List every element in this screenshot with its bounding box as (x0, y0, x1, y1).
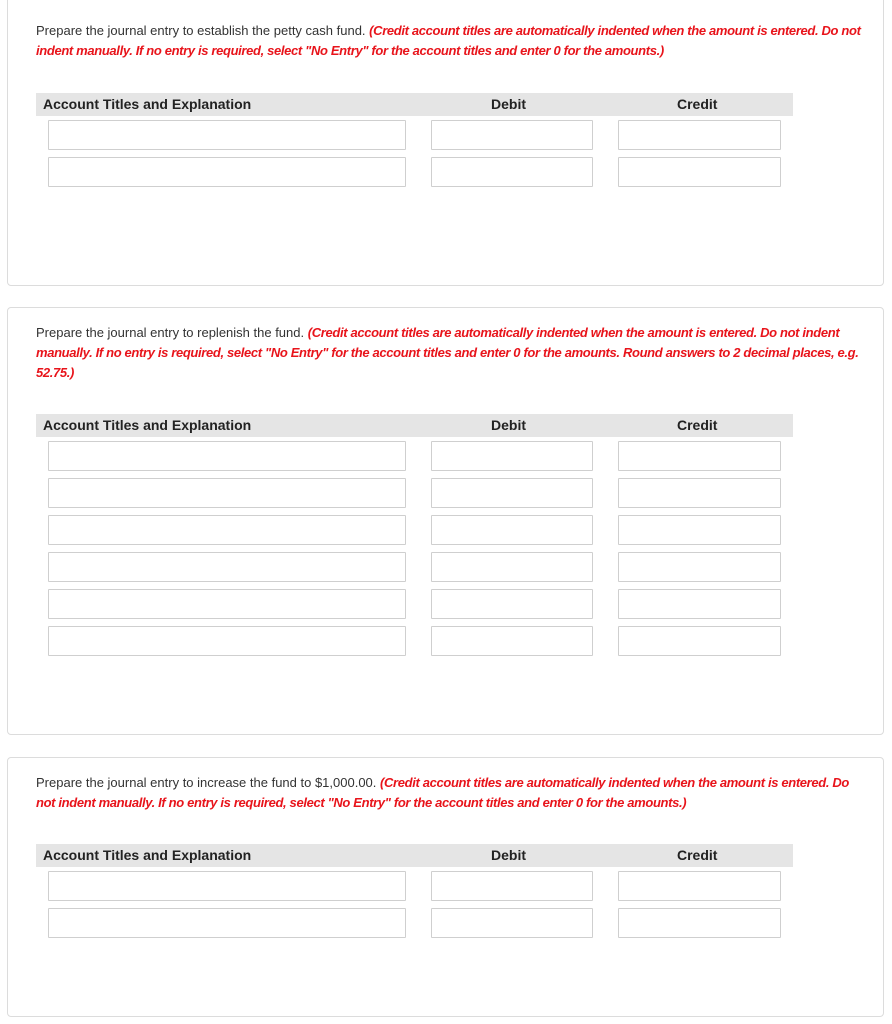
table-row (36, 585, 793, 622)
journal-entry-table (36, 93, 793, 190)
table-row (36, 904, 793, 941)
column-header-debit: Debit (491, 417, 526, 433)
column-header-credit: Credit (677, 847, 718, 863)
column-header-account: Account Titles and Explanation (43, 847, 252, 863)
table-header (36, 844, 793, 867)
instruction-text (36, 773, 861, 813)
instruction-prompt: Prepare the journal entry to replenish the fund. (36, 325, 305, 340)
instruction-note: (Credit account titles are automatically indented when the amount is entered. Do not indent manually. If no entry is required, select "No Entry" for the account titles and enter 0 for the amounts.) (36, 23, 861, 58)
credit-amount-input[interactable] (618, 120, 781, 150)
credit-amount-input[interactable] (618, 515, 781, 545)
instruction-text (36, 323, 861, 383)
column-header-debit: Debit (491, 96, 526, 112)
debit-amount-input[interactable] (431, 871, 593, 901)
instruction-note: (Credit account titles are automatically indented when the amount is entered. Do not indent manually. If no entry is required, select "No Entry" for the account titles and enter 0 for the amounts.) (36, 775, 850, 810)
account-title-input[interactable] (48, 552, 406, 582)
account-title-input[interactable] (48, 441, 406, 471)
journal-entry-panel-increase-fund (7, 757, 884, 1017)
debit-amount-input[interactable] (431, 478, 593, 508)
column-header-account: Account Titles and Explanation (43, 96, 252, 112)
debit-amount-input[interactable] (431, 589, 593, 619)
credit-amount-input[interactable] (618, 441, 781, 471)
account-title-input[interactable] (48, 515, 406, 545)
column-header-debit: Debit (491, 847, 526, 863)
account-title-input[interactable] (48, 589, 406, 619)
debit-amount-input[interactable] (431, 908, 593, 938)
journal-entry-table (36, 414, 793, 659)
credit-amount-input[interactable] (618, 908, 781, 938)
table-row (36, 511, 793, 548)
debit-amount-input[interactable] (431, 515, 593, 545)
account-title-input[interactable] (48, 908, 406, 938)
table-row (36, 548, 793, 585)
table-row (36, 437, 793, 474)
debit-amount-input[interactable] (431, 157, 593, 187)
table-row (36, 867, 793, 904)
instruction-note: (Credit account titles are automatically indented when the amount is entered. Do not indent manually. If no entry is required, select "No Entry" for the account titles and enter 0 for the amounts. Round answers to 2 decimal places, e.g. 52.75.) (36, 325, 859, 380)
credit-amount-input[interactable] (618, 626, 781, 656)
column-header-credit: Credit (677, 96, 718, 112)
table-row (36, 474, 793, 511)
credit-amount-input[interactable] (618, 871, 781, 901)
debit-amount-input[interactable] (431, 552, 593, 582)
journal-entry-panel-replenish-fund (7, 307, 884, 735)
instruction-prompt: Prepare the journal entry to establish the petty cash fund. (36, 23, 366, 38)
table-row (36, 153, 793, 190)
journal-entry-panel-establish-fund (7, 0, 884, 286)
table-header (36, 93, 793, 116)
account-title-input[interactable] (48, 120, 406, 150)
debit-amount-input[interactable] (431, 120, 593, 150)
debit-amount-input[interactable] (431, 441, 593, 471)
table-row (36, 622, 793, 659)
table-row (36, 116, 793, 153)
account-title-input[interactable] (48, 157, 406, 187)
instruction-text (36, 21, 861, 61)
credit-amount-input[interactable] (618, 157, 781, 187)
column-header-credit: Credit (677, 417, 718, 433)
table-header (36, 414, 793, 437)
credit-amount-input[interactable] (618, 589, 781, 619)
account-title-input[interactable] (48, 626, 406, 656)
instruction-prompt: Prepare the journal entry to increase the fund to $1,000.00. (36, 775, 377, 790)
journal-entry-table (36, 844, 793, 941)
account-title-input[interactable] (48, 871, 406, 901)
account-title-input[interactable] (48, 478, 406, 508)
debit-amount-input[interactable] (431, 626, 593, 656)
credit-amount-input[interactable] (618, 478, 781, 508)
credit-amount-input[interactable] (618, 552, 781, 582)
column-header-account: Account Titles and Explanation (43, 417, 252, 433)
